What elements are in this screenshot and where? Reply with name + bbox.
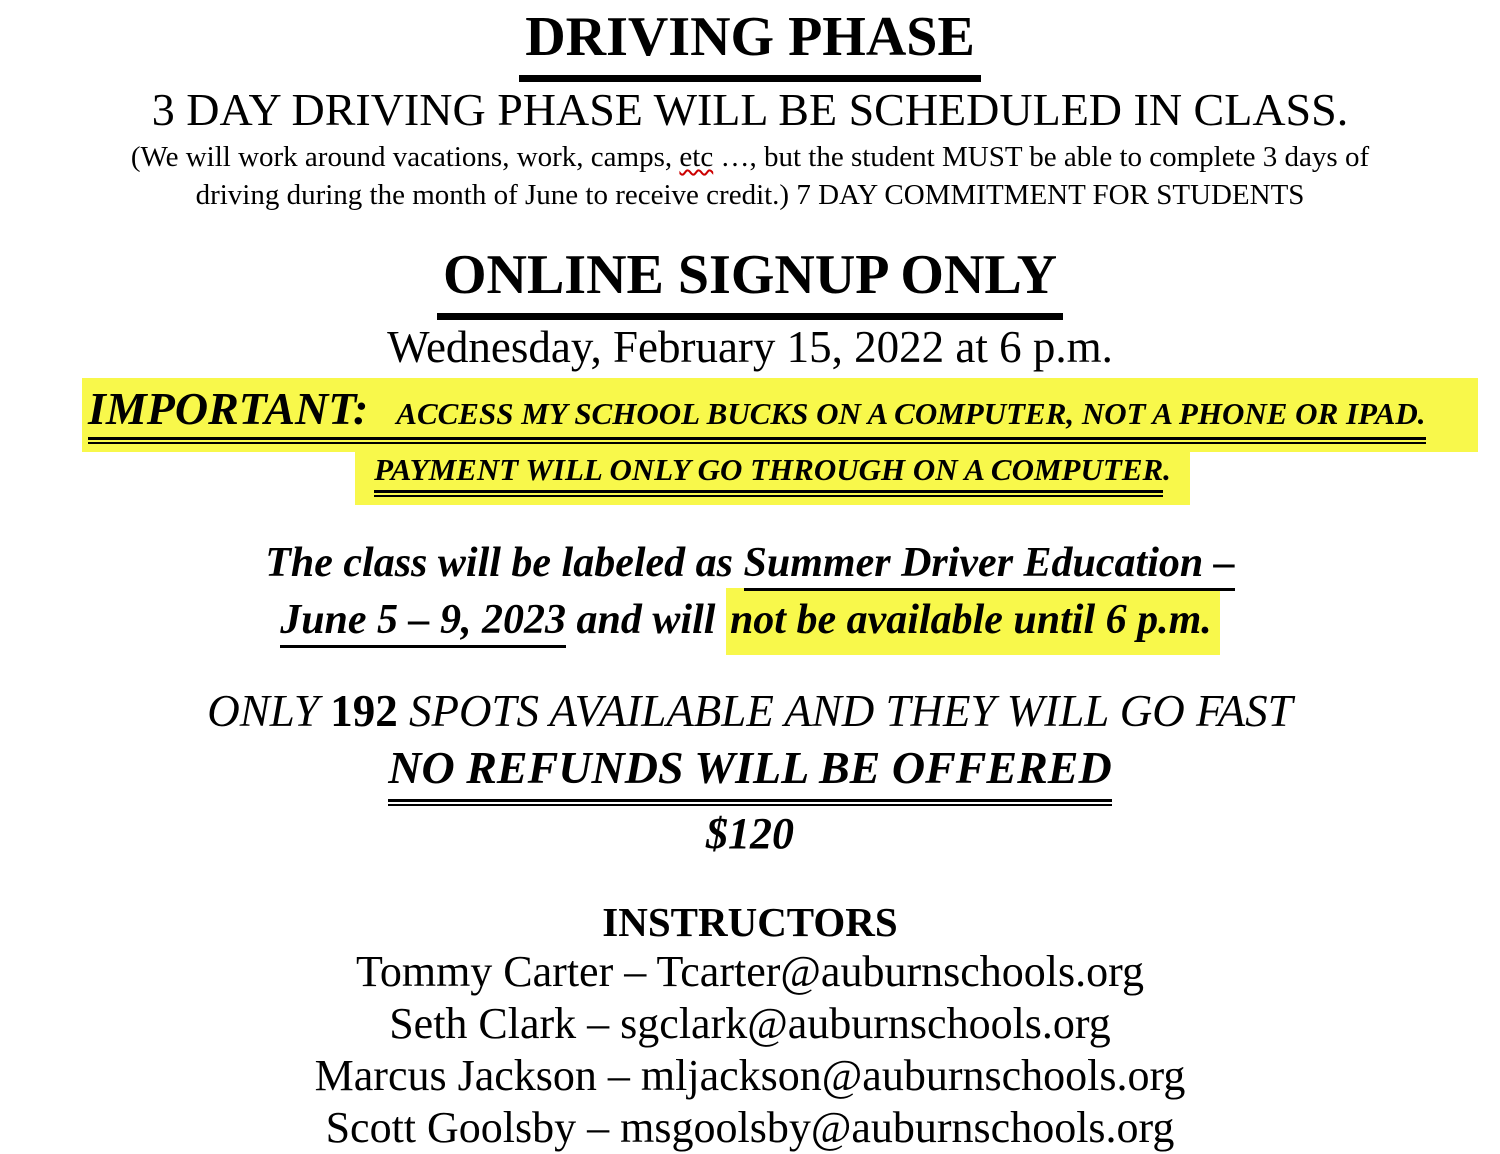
instructor-name: Tommy Carter <box>356 947 614 996</box>
payment-text: PAYMENT WILL ONLY GO THROUGH ON A COMPUTER <box>374 452 1164 487</box>
intro-note-pre: (We will work around vacations, work, camps, <box>130 141 680 173</box>
class-line1-pre: The class will be labeled as <box>265 540 744 586</box>
class-name-underlined: Summer Driver Education – <box>744 540 1235 591</box>
subtitle: 3 DAY DRIVING PHASE WILL BE SCHEDULED IN CLASS. <box>151 84 1349 135</box>
price: $120 <box>706 809 794 858</box>
page-title-text: DRIVING PHASE <box>519 6 981 82</box>
availability-highlight: not be available until 6 p.m. <box>726 588 1220 655</box>
no-refunds-text: NO REFUNDS WILL BE OFFERED <box>388 739 1111 802</box>
spots-count: 192 <box>330 686 398 736</box>
intro-note <box>0 138 1500 214</box>
instructor-email: mljackson@auburnschools.org <box>640 1051 1186 1100</box>
important-banner <box>82 378 1478 452</box>
class-description <box>0 535 1500 649</box>
instructor-name: Scott Goolsby <box>325 1103 577 1152</box>
class-dates-underlined: June 5 – 9, 2023 <box>280 597 566 648</box>
instructor-row <box>0 946 1500 998</box>
instructor-row <box>0 1102 1500 1154</box>
signup-datetime: Wednesday, February 15, 2022 at 6 p.m. <box>387 322 1113 372</box>
class-line2-mid: and will <box>566 597 726 643</box>
spots-post: SPOTS AVAILABLE AND THEY WILL GO FAST <box>397 686 1293 736</box>
payment-banner <box>355 452 1190 505</box>
dash-separator: – <box>587 999 610 1048</box>
instructor-row <box>0 998 1500 1050</box>
instructor-name: Marcus Jackson <box>314 1051 597 1100</box>
payment-period: . <box>1163 452 1171 487</box>
page-title <box>0 6 1500 82</box>
instructor-email: sgclark@auburnschools.org <box>620 999 1111 1048</box>
signup-heading <box>0 244 1500 320</box>
instructors-heading: INSTRUCTORS <box>602 899 898 945</box>
etc-word-spellcheck: etc <box>679 141 714 173</box>
instructor-name: Seth Clark <box>389 999 577 1048</box>
spots-line <box>0 685 1500 737</box>
no-refunds-line <box>0 739 1500 802</box>
dash-separator: – <box>624 947 647 996</box>
intro-note-post: …, but the student MUST be able to complete 3 days of <box>713 141 1370 173</box>
important-text: ACCESS MY SCHOOL BUCKS ON A COMPUTER, NOT A PHONE OR IPAD. <box>396 396 1426 431</box>
payment-banner-line <box>374 452 1163 493</box>
instructor-row <box>0 1050 1500 1102</box>
important-banner-line <box>88 382 1426 440</box>
signup-heading-text: ONLINE SIGNUP ONLY <box>437 244 1063 320</box>
intro-note-line2: driving during the month of June to receive credit.) 7 DAY COMMITMENT FOR STUDENTS <box>195 179 1305 211</box>
spots-pre: ONLY <box>207 686 331 736</box>
dash-separator: – <box>607 1051 630 1100</box>
dash-separator: – <box>587 1103 610 1152</box>
instructor-email: Tcarter@auburnschools.org <box>656 947 1144 996</box>
important-label: IMPORTANT: <box>88 383 369 434</box>
instructor-email: msgoolsby@auburnschools.org <box>620 1103 1175 1152</box>
